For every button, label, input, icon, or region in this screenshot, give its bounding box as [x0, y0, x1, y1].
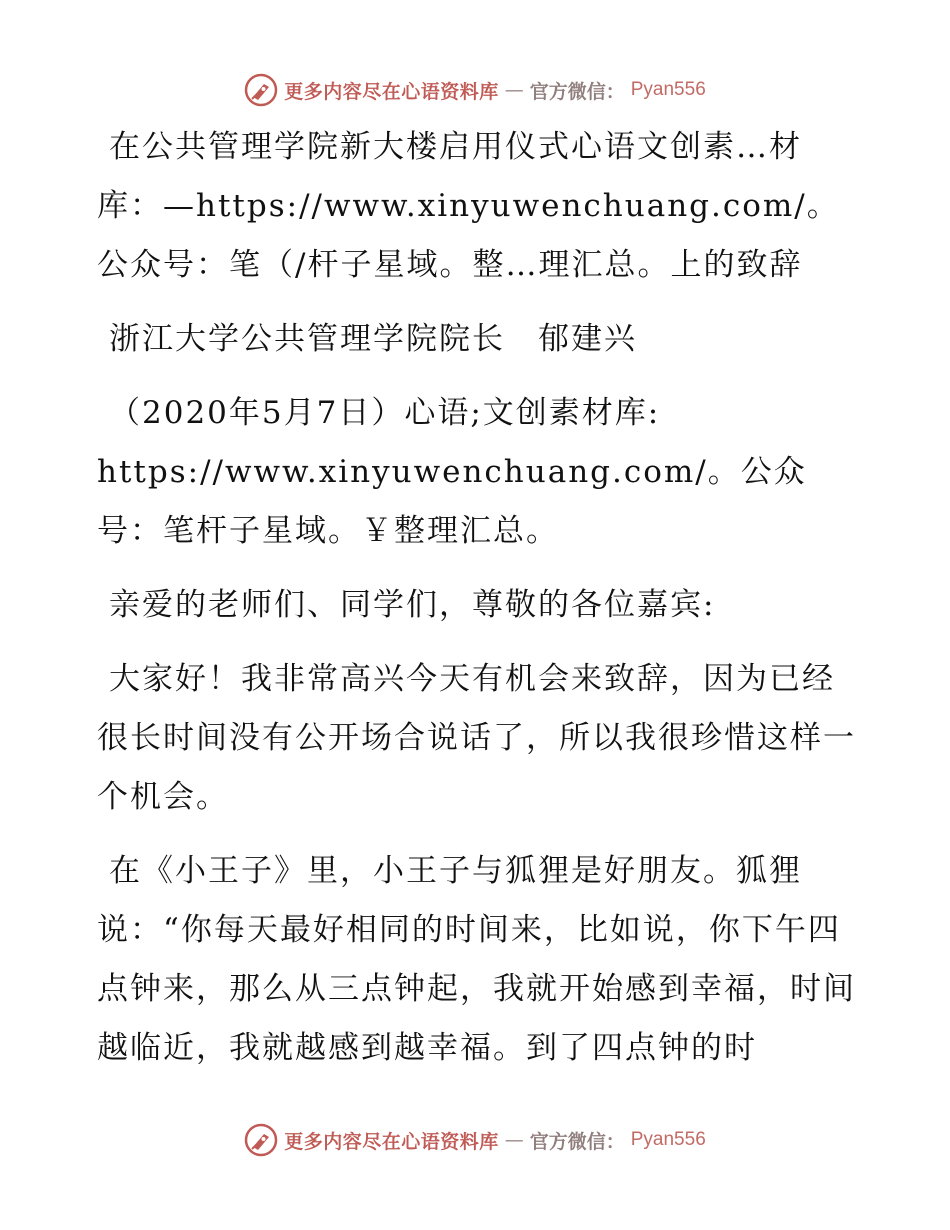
- banner-wechat-label: 官方微信：: [529, 80, 625, 103]
- date-line: （2020年5月7日）心语;文创素材库:: [109, 395, 661, 431]
- footer-banner: [0, 1122, 950, 1158]
- footer-wechat-id: Pyan556: [630, 1129, 706, 1150]
- banner-slogan: 更多内容尽在心语资料库: [284, 80, 499, 103]
- footer-slogan: 更多内容尽在心语资料库: [284, 1130, 499, 1153]
- header-banner: [0, 72, 950, 108]
- footer-separator: —: [504, 1129, 524, 1151]
- banner-wechat-id: Pyan556: [630, 79, 706, 100]
- greeting: 亲爱的老师们、同学们，尊敬的各位嘉宾:: [109, 587, 716, 623]
- source-line: https://www.xinyuwenchuang.com/。公众号：笔杆子星域。￥整理汇总。: [97, 454, 807, 549]
- paragraph-1: 大家好！我非常高兴今天有机会来致辞，因为已经很长时间没有公开场合说话了，所以我很珍惜这样一个机会。: [97, 661, 856, 815]
- document-body: [97, 118, 857, 1093]
- paragraph-2: 在《小王子》里，小王子与狐狸是好朋友。狐狸说：“你每天最好相同的时间来，比如说，你下午四点钟来，那么从三点钟起，我就开始感到幸福，时间越临近，我就越感到越幸福。到了四点钟的时: [97, 853, 856, 1066]
- pen-nib-logo-icon: [244, 73, 278, 107]
- pen-nib-logo-icon: [244, 1123, 278, 1157]
- banner-separator: —: [504, 79, 524, 101]
- footer-wechat-label: 官方微信：: [529, 1130, 625, 1153]
- author-line: 浙江大学公共管理学院院长 郁建兴: [109, 321, 637, 357]
- document-title: 在公共管理学院新大楼启用仪式心语文创素…材库：—https://www.xinyuwenchuang.com/。公众号：笔（/杆子星域。整…理汇总。上的致辞: [97, 129, 840, 283]
